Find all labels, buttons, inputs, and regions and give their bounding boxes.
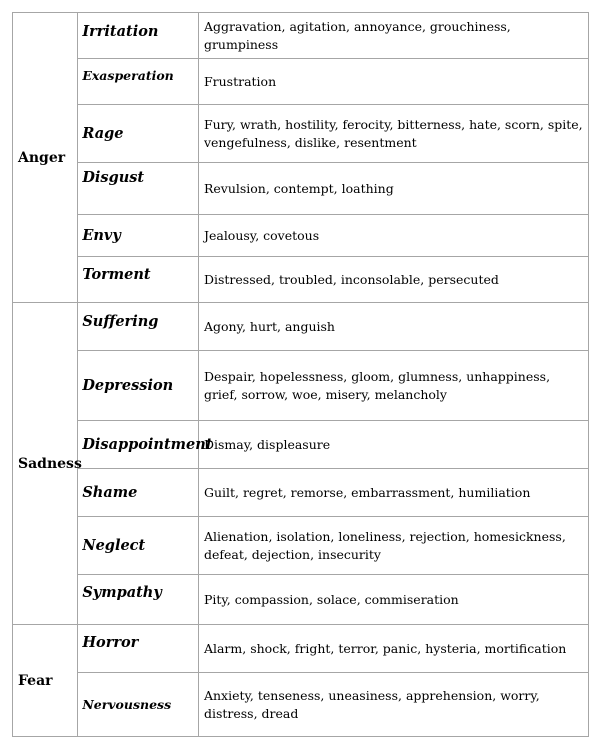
table-row xyxy=(13,517,589,575)
emotion-suffering: Suffering xyxy=(78,303,199,351)
table-row xyxy=(13,575,589,625)
emotion-irritation: Irritation xyxy=(78,13,199,59)
emotion-rage: Rage xyxy=(78,105,199,163)
words-torment: Distressed, troubled, inconsolable, persecuted xyxy=(198,257,588,303)
emotion-exasperation: Exasperation xyxy=(78,59,199,105)
words-exasperation: Frustration xyxy=(198,59,588,105)
words-rage: Fury, wrath, hostility, ferocity, bitterness, hate, scorn, spite, vengefulness, dislike, resentment xyxy=(198,105,588,163)
emotion-depression: Depression xyxy=(78,351,199,421)
words-disappointment: Dismay, displeasure xyxy=(198,421,588,469)
table-row xyxy=(13,59,589,105)
category-sadness: Sadness xyxy=(13,303,78,625)
emotion-torment: Torment xyxy=(78,257,199,303)
words-irritation: Aggravation, agitation, annoyance, grouchiness, grumpiness xyxy=(198,13,588,59)
words-sympathy: Pity, compassion, solace, commiseration xyxy=(198,575,588,625)
table-row xyxy=(13,163,589,215)
words-nervousness: Anxiety, tenseness, uneasiness, apprehension, worry, distress, dread xyxy=(198,673,588,737)
table-row xyxy=(13,673,589,737)
words-envy: Jealousy, covetous xyxy=(198,215,588,257)
emotion-neglect: Neglect xyxy=(78,517,199,575)
table-row xyxy=(13,257,589,303)
emotion-disgust: Disgust xyxy=(78,163,199,215)
table-row xyxy=(13,351,589,421)
words-neglect: Alienation, isolation, loneliness, rejection, homesickness, defeat, dejection, insecurity xyxy=(198,517,588,575)
table-row xyxy=(13,303,589,351)
category-anger: Anger xyxy=(13,13,78,303)
table-row xyxy=(13,421,589,469)
words-suffering: Agony, hurt, anguish xyxy=(198,303,588,351)
words-shame: Guilt, regret, remorse, embarrassment, humiliation xyxy=(198,469,588,517)
emotions-table xyxy=(12,12,589,737)
words-depression: Despair, hopelessness, gloom, glumness, unhappiness, grief, sorrow, woe, misery, melancholy xyxy=(198,351,588,421)
words-horror: Alarm, shock, fright, terror, panic, hysteria, mortification xyxy=(198,625,588,673)
table-row xyxy=(13,215,589,257)
table-row xyxy=(13,625,589,673)
words-disgust: Revulsion, contempt, loathing xyxy=(198,163,588,215)
category-fear: Fear xyxy=(13,625,78,737)
emotion-envy: Envy xyxy=(78,215,199,257)
emotion-sympathy: Sympathy xyxy=(78,575,199,625)
emotion-disappointment: Disappointment xyxy=(78,421,199,469)
emotion-nervousness: Nervousness xyxy=(78,673,199,737)
table-row xyxy=(13,13,589,59)
table-row xyxy=(13,469,589,517)
emotion-shame: Shame xyxy=(78,469,199,517)
table-row xyxy=(13,105,589,163)
emotion-horror: Horror xyxy=(78,625,199,673)
